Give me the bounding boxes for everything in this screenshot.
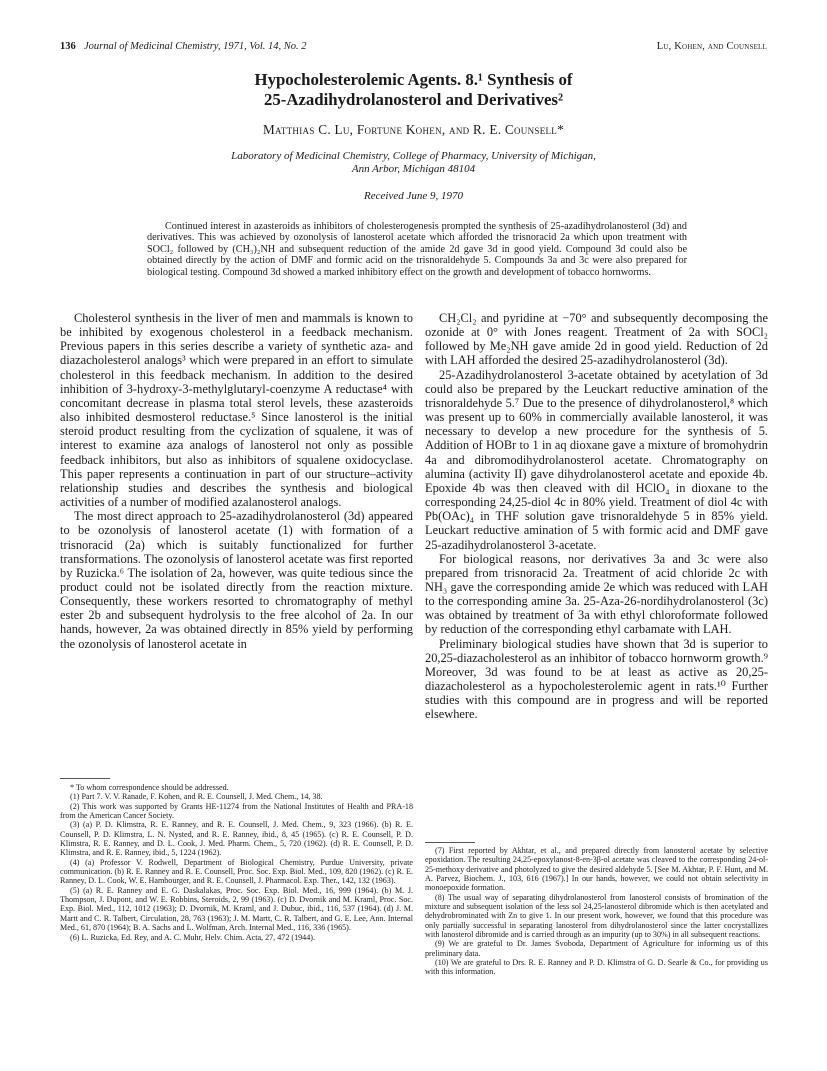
- footnote: (9) We are grateful to Dr. James Svoboda, Department of Agriculture for informing us of this preliminary data.: [425, 939, 768, 958]
- footnote-divider: [425, 842, 475, 843]
- footnote: (1) Part 7. V. V. Ranade, F. Kohen, and R. E. Counsell, J. Med. Chem., 14, 38.: [70, 792, 323, 802]
- footnote: * To whom correspondence should be addressed.: [70, 783, 229, 792]
- paragraph: Cholesterol synthesis in the liver of men and mammals is known to be inhibited by exogenous cholesterol in a feedback mechanism. Previous papers in this series describe a variety of synthetic aza- and diazacholesterol analogs³ which were prepared in an effort to simulate cholesterol in this feedback mechanism. In addition to the desired inhibition of 3-hydroxy-3-methylglutaryl-coenzyme A reductase⁴ with concomitant decrease in plasma total sterol levels, these azasteroids also inhibited desmosterol reductase.⁵ Since lanosterol is the initial steroid product resulting from the cyclization of squalene, it was of interest to examine aza analogs of lanosterol not only as possible feedback inhibitors, but also as inhibitors of squalene oxidocyclase. This paper represents a continuation in part of our structure–activity relationship studies and describes the synthesis and biological activities of a number of modified azalanosterol analogs.: [60, 311, 413, 510]
- body-column-right: [425, 311, 768, 722]
- footnote: (7) First reported by Akhtar, et al., and prepared directly from lanosterol acetate by selective epoxidation. The resulting 24,25-epoxylanost-8-en-3β-ol acetate was cleaved to the corresponding 24-ol-25-methoxy derivative and photolyzed to give the desired aldehyde 5. [See M. Akhtar, P. F. Hunt, and M. A. Parvez, Biochem. J., 103, 616 (1967).] In our hands, however, we could not obtain selectivity in monoepoxide formation.: [425, 846, 768, 893]
- affiliation-line-2: Ann Arbor, Michigan 48104: [351, 163, 476, 175]
- footnote: (6) L. Ruzicka, Ed. Rey, and A. C. Muhr, Helv. Chim. Acta, 27, 472 (1944).: [70, 932, 315, 942]
- footnote-divider: [60, 778, 110, 779]
- abstract-text: Continued interest in azasteroids as inhibitors of cholesterogenesis prompted the synthesis of 25-azadihydrolanosterol (3d) and derivatives. This was achieved by ozonolysis of lanosterol acetate which afforded the trisnoracid 2a which upon treatment with SOCl₂ followed by (CH₃)₂NH and subsequent reduction of the amide 2d gave 3d in good yield. Compound 3d could also be obtained directly by the action of DMF and formic acid on the trisnoraldehyde 5. Compounds 3a and 3c were also prepared for biological testing. Compound 3d showed a marked inhibitory effect on the growth and development of tobacco hornworms.: [147, 221, 687, 278]
- paragraph: CH₂Cl₂ and pyridine at −70° and subsequently decomposing the ozonide at 0° with Jones reagent. Treatment of 2a with SOCl₂ followed by Me₂NH gave amide 2d in good yield. Reduction of 2d with LAH afforded the desired 25-azadihydrolanosterol (3d).: [425, 311, 768, 368]
- title-line-1: Hypocholesterolemic Agents. 8.¹ Synthesis of: [254, 70, 573, 89]
- running-header: [60, 41, 767, 57]
- affiliation: [0, 150, 827, 176]
- author-list: Matthias C. Lu, Fortune Kohen, and R. E. Counsell*: [263, 122, 564, 137]
- running-authors: Lu, Kohen, and Counsell: [656, 41, 767, 52]
- footnote: (2) This work was supported by Grants HE-11274 from the National Institutes of Health and PRA-18 from the American Cancer Society.: [60, 801, 413, 821]
- paragraph: 25-Azadihydrolanosterol 3-acetate obtained by acetylation of 3d could also be prepared by the Leuckart reductive amination of the trisnoraldehyde 5.⁷ Due to the presence of dihydrolanosterol,⁸ which was present up to 60% in commercially available lanosterol, it was necessary to develop a new procedure for the synthesis of 5. Addition of HOBr to 1 in aq dioxane gave a mixture of bromohydrin 4a and dibromodihydrolanosterol acetate. Chromatography on alumina (activity II) gave dihydrolanosterol acetate and epoxide 4b. Epoxide 4b was then cleaved with dil HClO₄ in dioxane to the corresponding 24,25-diol 4c in 80% yield. Treatment of diol 4c with Pb(OAc)₄ in THF solution gave trisnoraldehyde 5 in 85% yield. Leuckart reductive amination of 5 with formic acid and DMF gave 25-azadihydrolanosterol 3-acetate.: [425, 367, 768, 552]
- footnotes-right: [425, 846, 768, 977]
- footnote: (10) We are grateful to Drs. R. E. Ranney and P. D. Klimstra of G. D. Searle & Co., for providing us with this information.: [425, 958, 768, 977]
- abstract: [147, 221, 687, 278]
- article-title: [0, 70, 827, 110]
- journal-citation: Journal of Medicinal Chemistry, 1971, Vol. 14, No. 2: [84, 41, 307, 52]
- title-line-2: 25-Azadihydrolanosterol and Derivatives²: [263, 90, 563, 109]
- footnote: (4) (a) Professor V. Rodwell, Department of Biological Chemistry, Purdue University, private communication. (b) R. E. Ranney and R. E. Counsell, Proc. Soc. Exp. Biol. Med., 109, 820 (1962). (c) R. E. Ranney, D. L. Cook, W. E. Hambourger, and R. E. Counsell, J. Pharmacol. Exp. Ther., 142, 132 (1963).: [60, 857, 413, 886]
- footnotes-left: [60, 783, 413, 942]
- paragraph: The most direct approach to 25-azadihydrolanosterol (3d) appeared to be ozonolysis of lanosterol acetate (1) with formation of a trisnoracid (2a) which is suitably functionalized for further transformations. The ozonolysis of lanosterol acetate was first reported by Ruzicka.⁶ The isolation of 2a, however, was quite tedious since the product could not be isolated directly from the reaction mixture. Consequently, these workers resorted to chromatography of methyl ester 2b and subsequent hydrolysis to the free alcohol of 2a. In our hands, however, 2a was obtained directly in 85% yield by performing the ozonolysis of lanosterol acetate in: [60, 509, 413, 651]
- body-column-left: [60, 311, 413, 651]
- footnote: (3) (a) P. D. Klimstra, R. E. Ranney, and R. E. Counsell, J. Med. Chem., 9, 323 (1966). (b) R. E. Counsell, P. D. Klimstra, L. N. Nysted, and R. E. Ranney, ibid., 8, 45 (1965). (c) R. E. Counsell, P. D. Klimstra, R. E. Ranney, and D. L. Cook, J. Med. Pharm. Chem., 5, 720 (1962). (d) R. E. Counsell, P. D. Klimstra, and R. E. Ranney, ibid., 5, 1224 (1962).: [60, 820, 413, 858]
- footnote: (8) The usual way of separating dihydrolanosterol from lanosterol consists of bromination of the mixture and subsequent isolation of the less sol 24,25-lanosterol dibromide which is then acetylated and dehydrobrominated with Zn to give 1. In our present work, however, we found that this procedure was only partially successful in separating lanosterol from dihydrolanosterol since the latter cocrystallizes with lanosterol dibromide and is carried through as an impurity (up to 30%) in all subsequent reactions.: [425, 892, 768, 940]
- page-number: 136: [60, 41, 76, 52]
- paragraph: Preliminary biological studies have shown that 3d is superior to 20,25-diazacholesterol as an inhibitor of tobacco hornworm growth.⁹ Moreover, 3d was found to be at least as active as 20,25-diazacholesterol as a hypocholesterolemic agent in rats.¹⁰ Further studies with this compound are in progress and will be reported elsewhere.: [425, 636, 768, 722]
- affiliation-line-1: Laboratory of Medicinal Chemistry, College of Pharmacy, University of Michigan,: [231, 150, 596, 162]
- received-date: Received June 9, 1970: [364, 190, 463, 202]
- footnote: (5) (a) R. E. Ranney and E. G. Daskalakas, Proc. Soc. Exp. Biol. Med., 16, 999 (1964). (b) M. J. Thompson, J. Dupont, and W. E. Robbins, Steroids, 2, 99 (1963). (c) D. Dvornik and M. Kraml, Proc. Soc. Exp. Biol. Med., 112, 1012 (1963); D. Dvornik, M. Kraml, and J. Dubuc, ibid., 116, 537 (1964). (d) J. M. Martt and C. R. Talbert, Circulation, 28, 763 (1963); J. M. Martt, C. R. Talbert, and G. E. Lee, Ann. Internal Med., 61, 870 (1964); B. A. Sachs and L. Wolfman, Arch. Internal Med., 116, 336 (1965).: [60, 885, 413, 933]
- paragraph: For biological reasons, nor derivatives 3a and 3c were also prepared from trisnoracid 2a. Treatment of acid chloride 2c with NH₃ gave the corresponding amide 2e which was reduced with LAH to the corresponding amine 3a. 25-Aza-26-nordihydrolanosterol (3c) was obtained by treatment of 3a with ethyl chloroformate followed by reduction of the corresponding ethyl carbamate with LAH.: [425, 551, 768, 637]
